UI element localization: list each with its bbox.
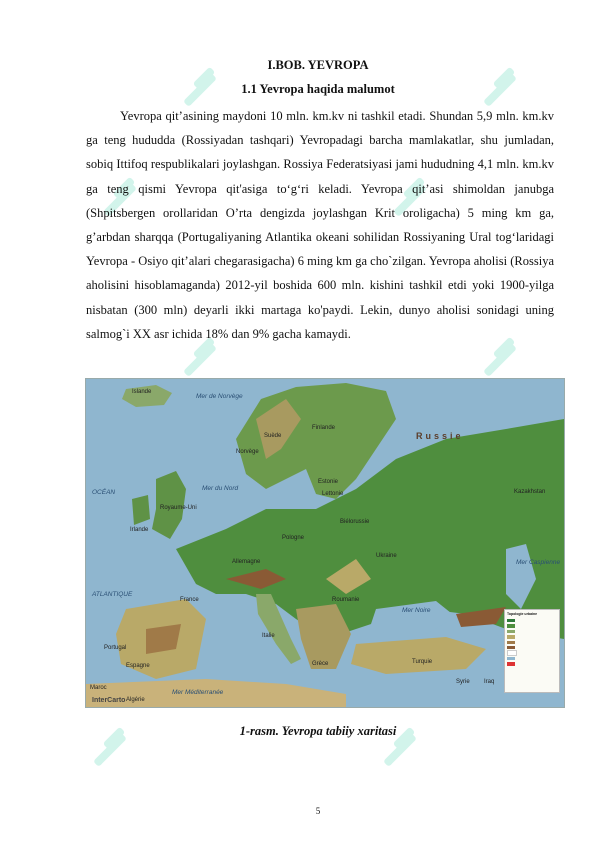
map-label-maroc: Maroc (90, 685, 107, 691)
map-label-norvege-sea: Mer de Norvège (196, 393, 243, 400)
section-title: 1.1 Yevropa haqida malumot (241, 82, 395, 96)
map-label-suede: Suède (264, 433, 282, 439)
map-label-syrie: Syrie (456, 679, 470, 685)
body-paragraph-text: Yevropa qit’asining maydoni 10 mln. km.kv ni tashkil etadi. Shundan 5,9 mln. km.kv ga teng hududda (Rossiyadan tashqari) Yevropadagi barcha mamlakatlar, shu jumladan, sobiq Ittifoq respublikalari joylashgan. Rossiya Federatsiyasi jami hududning 4,1 mln. km.kv ga teng qismi Yevropa qit'asiga to‘g‘ri keladi. Yevropa qit’asi shimoldan janubga (Shpitsbergen orollaridan O’rta dengizda joylashgan Krit oroligacha) 5 ming km ga, g’arbdan sharqqa (Portugaliyaning Atlantika okeani sohilidan Rossiyaning Ural tog‘laridagi Yevropa - Osiyo qit’alari chegarasigacha) 6 ming km ga cho`zilgan. Yevropa aholisi (Rossiya aholisini hisoblamaganda) 2012-yil boshida 600 mln. kishini tashkil etdi yoki 1900-yilga nisbatan (300 mln) deyarli ikki martaga ko'paydi. Lekin, dunyo aholisi sonidagi uning salmog`i XX asr ichida 18% dan 9% gacha kamaydi. (86, 109, 554, 341)
map-label-algerie: Algérie (126, 697, 145, 703)
map-label-kazakhstan: Kazakhstan (514, 489, 546, 495)
map-label-irlande: Irlande (130, 527, 149, 533)
map-label-bielorussie: Biélorussie (340, 519, 370, 525)
chapter-title: I.BOB. YEVROPA (267, 58, 369, 72)
map-label-allemagne: Allemagne (232, 559, 261, 565)
map-publisher-logo: InterCarto (92, 697, 126, 704)
map-label-norvege: Norvège (236, 449, 259, 455)
map-label-royaume-uni: Royaume-Uni (160, 505, 197, 511)
map-label-iraq: Iraq (484, 679, 495, 685)
map-label-espagne: Espagne (126, 663, 150, 669)
map-label-mer-mediterranee: Mer Méditerranée (172, 689, 224, 696)
map-label-finlande: Finlande (312, 425, 336, 431)
map-label-roumanie: Roumanie (332, 597, 360, 603)
map-label-islande: Islande (132, 389, 152, 395)
map-label-atlantique: ATLANTIQUE (92, 591, 133, 598)
map-legend-title: Topologie urbaine (507, 612, 538, 616)
page-number: 5 (315, 806, 321, 816)
map-label-estonie: Estonie (318, 479, 339, 485)
map-label-ukraine: Ukraine (376, 553, 397, 559)
map-label-lettonie: Lettonie (322, 491, 344, 497)
map-label-portugal: Portugal (104, 645, 127, 651)
map-label-mer-caspienne: Mer Caspienne (516, 559, 561, 566)
map-label-pologne: Pologne (282, 535, 305, 541)
map-label-grece: Grèce (312, 661, 329, 667)
map-label-italie: Italie (262, 633, 275, 639)
map-label-turquie: Turquie (412, 659, 433, 665)
map-label-russie: Russie (416, 431, 464, 441)
body-paragraph (86, 104, 554, 346)
map-label-mer-noire: Mer Noire (402, 607, 431, 614)
map-label-france: France (180, 597, 199, 603)
map-label-ocean: OCÉAN (92, 489, 116, 496)
map-label-mer-du-nord: Mer du Nord (202, 485, 239, 492)
map-legend (504, 609, 560, 693)
europe-physical-map (85, 378, 565, 708)
figure-caption: 1-rasm. Yevropa tabiiy xaritasi (239, 724, 397, 738)
